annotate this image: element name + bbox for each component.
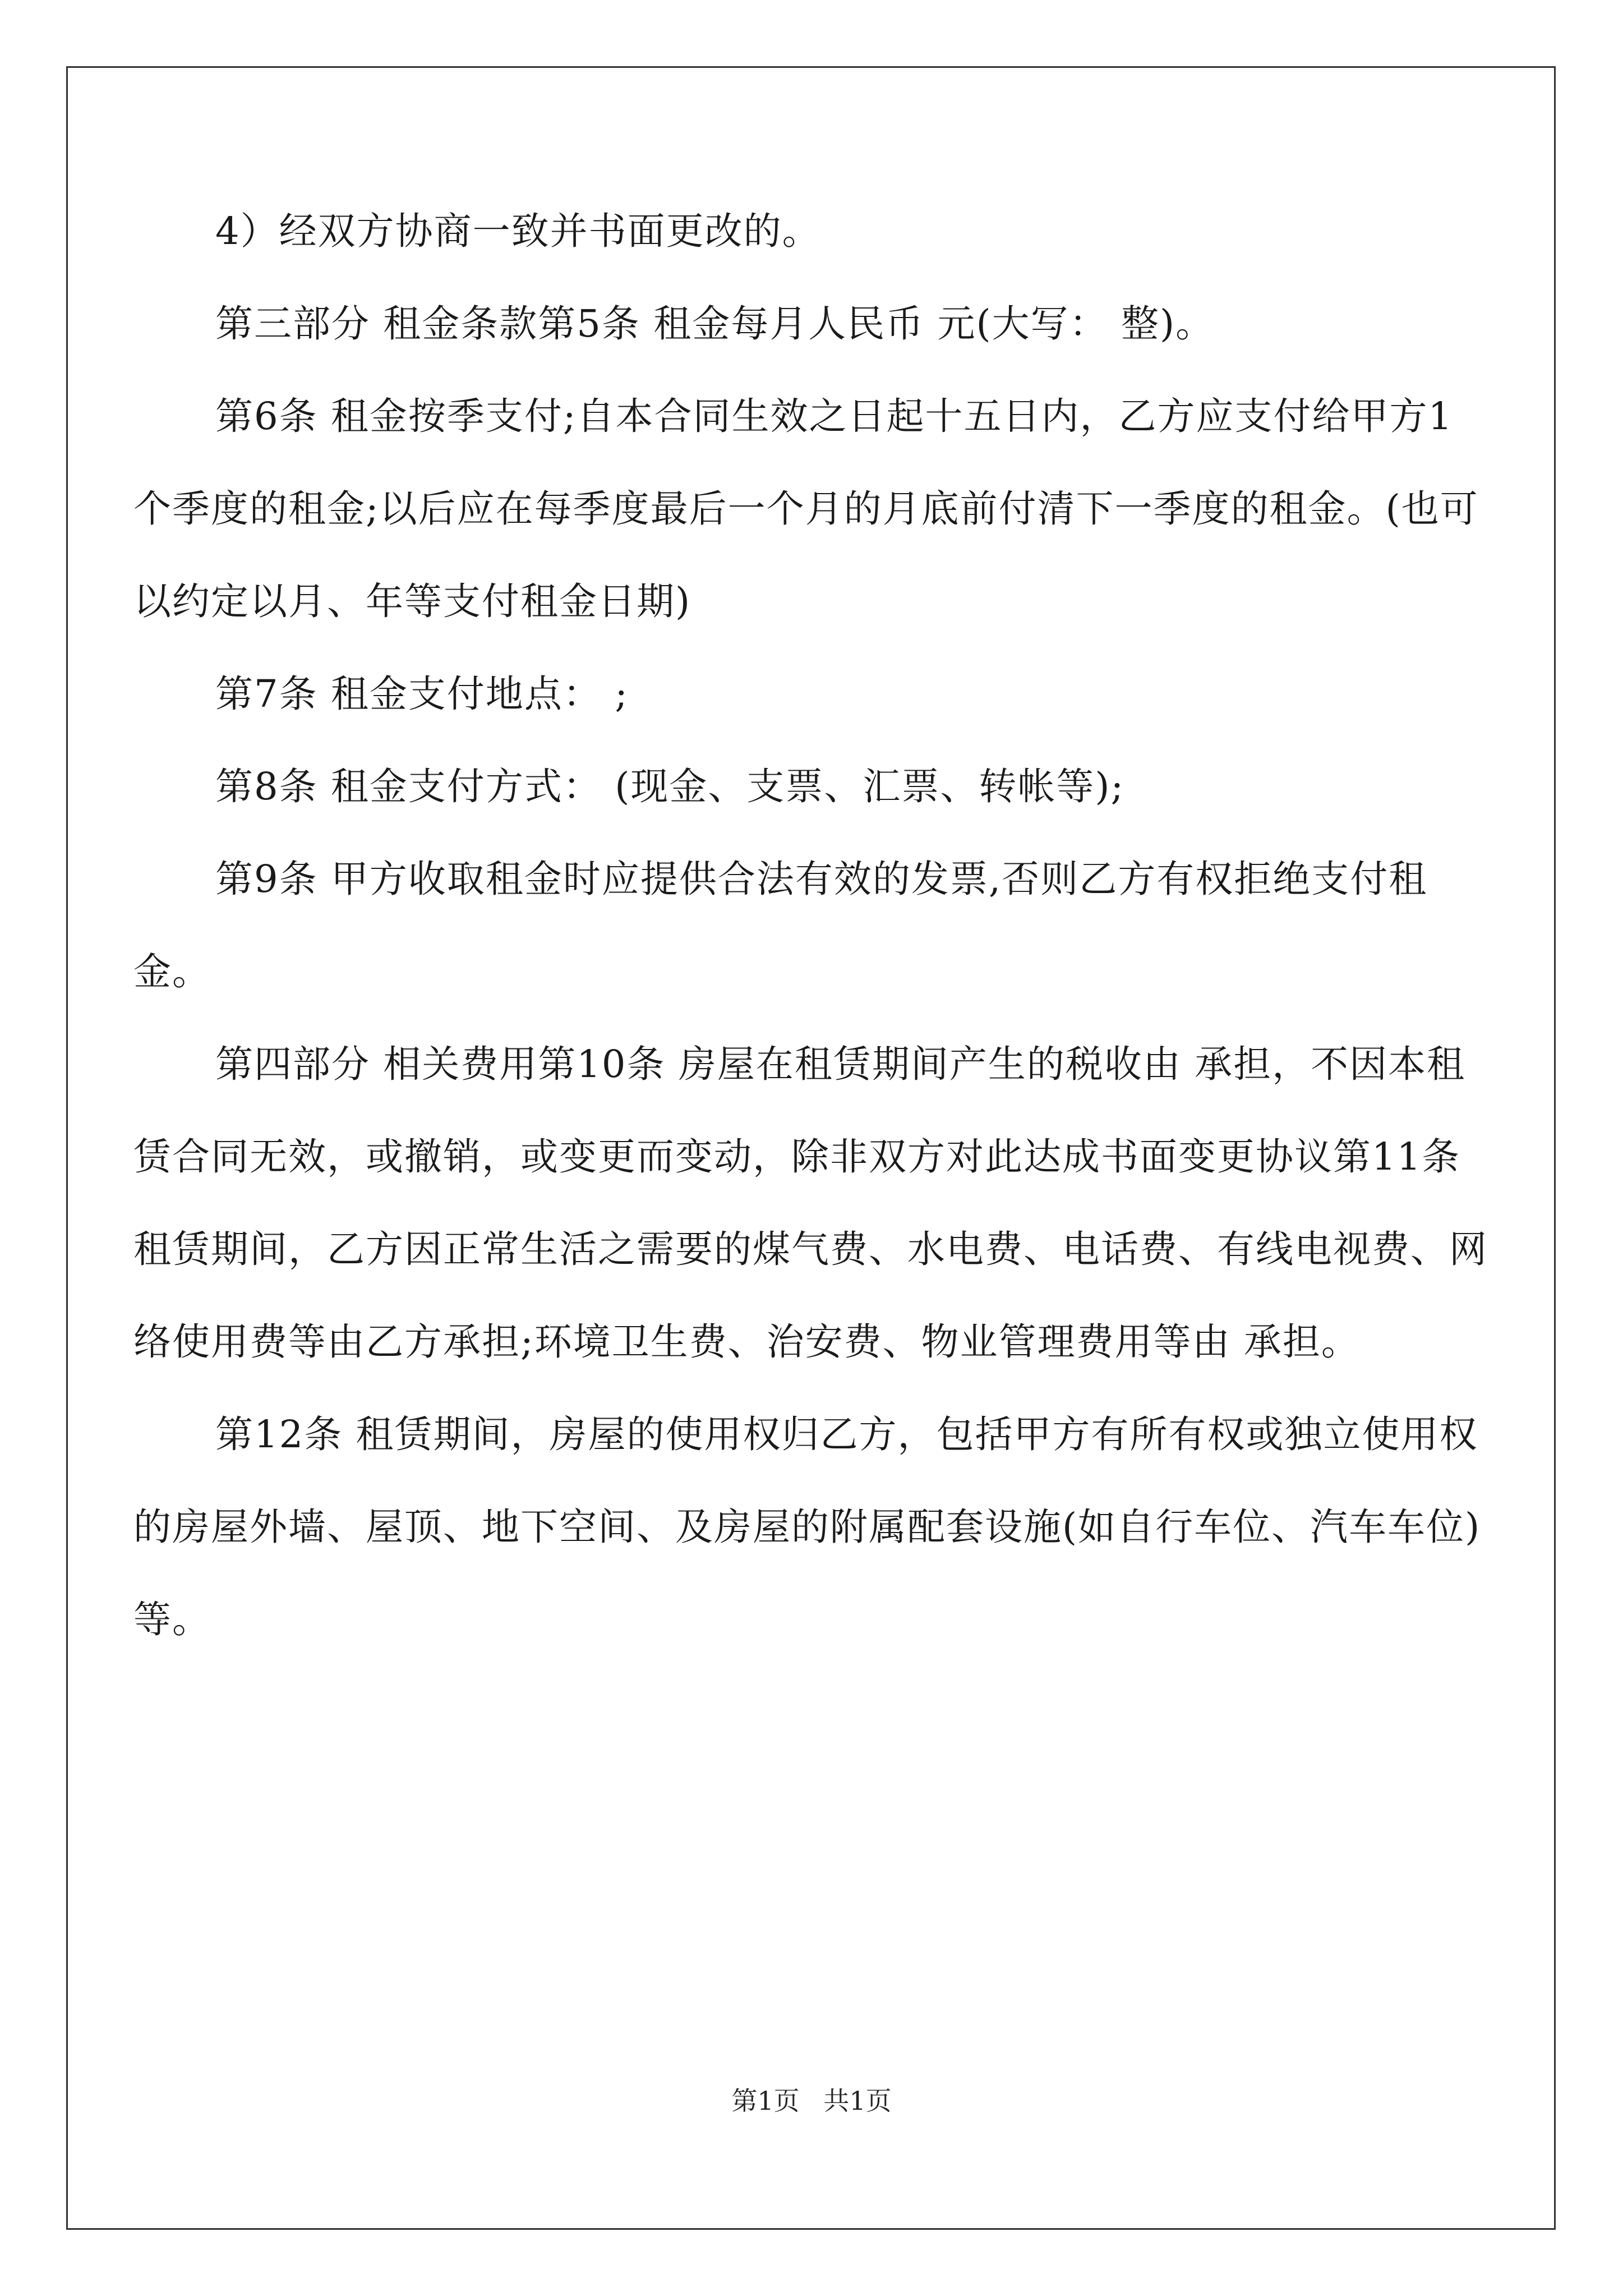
paragraph-2: 第三部分 租金条款第5条 租金每月人民币 元(大写： 整)。 <box>215 302 1215 346</box>
document-body <box>133 185 1491 1666</box>
page-total: 共1页 <box>823 2086 892 2116</box>
paragraph-6: 第9条 甲方收取租金时应提供合法有效的发票,否则乙方有权拒绝支付租金。 <box>133 857 1428 993</box>
paragraph-1: 4）经双方协商一致并书面更改的。 <box>215 209 821 253</box>
paragraph-8: 第12条 租赁期间，房屋的使用权归乙方，包括甲方有所有权或独立使用权的房屋外墙、屋顶、地下空间、及房屋的附属配套设施(如自行车位、汽车车位)等。 <box>133 1412 1481 1641</box>
page-number: 第1页 <box>731 2086 800 2116</box>
page-footer <box>0 2084 1623 2118</box>
paragraph-5: 第8条 租金支付方式： (现金、支票、汇票、转帐等); <box>215 765 1125 808</box>
paragraph-7: 第四部分 相关费用第10条 房屋在租赁期间产生的税收由 承担，不因本租赁合同无效，或撤销，或变更而变动，除非双方对此达成书面变更协议第11条 租赁期间，乙方因正常生活之需要的煤气费、水电费、电话费、有线电视费、网络使用费等由乙方承担;环境卫生费、治安费、物业管理费用等由 承担。 <box>133 1042 1488 1364</box>
paragraph-3: 第6条 租金按季支付;自本合同生效之日起十五日内，乙方应支付给甲方1个季度的租金;以后应在每季度最后一个月的月底前付清下一季度的租金。(也可以约定以月、年等支付租金日期) <box>133 394 1479 623</box>
paragraph-4: 第7条 租金支付地点： ; <box>215 672 629 716</box>
